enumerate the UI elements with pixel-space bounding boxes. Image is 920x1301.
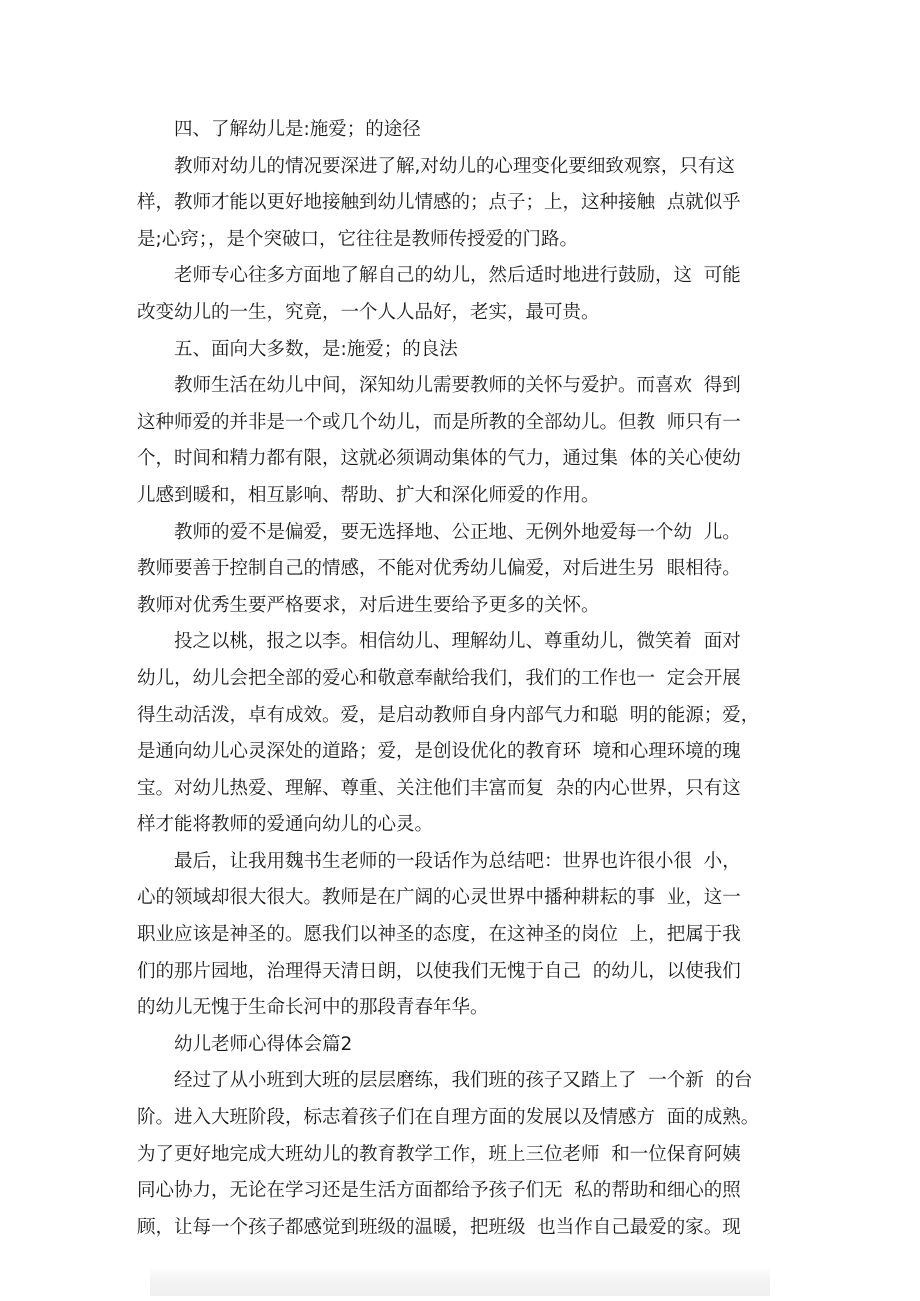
section-heading-5: 五、面向大多数，是:施爱；的良法 xyxy=(174,338,458,360)
section-heading-4: 四、了解幼儿是:施爱；的途径 xyxy=(174,119,421,140)
text-line: 样才能将教师的爱通向幼儿的心灵。 xyxy=(137,814,434,836)
text-line: 教师对优秀生要严格要求，对后进生要给予更多的关怀。 xyxy=(137,594,600,616)
text-line: 老师专心往多方面地了解自己的幼儿，然后适时地进行鼓励，这 可能 xyxy=(174,265,741,287)
text-line: 的幼儿无愧于生命长河中的那段青春年华。 xyxy=(137,997,489,1019)
text-line: 幼儿，幼儿会把全部的爱心和敬意奉献给我们，我们的工作也一 定会开展 xyxy=(137,667,741,689)
text-line: 最后，让我用魏书生老师的一段话作为总结吧：世界也许很小很 小， xyxy=(174,850,741,872)
text-line: 经过了从小班到大班的层层磨练，我们班的孩子又踏上了 一个新 的台 xyxy=(174,1070,753,1092)
text-line: 教师生活在幼儿中间，深知幼儿需要教师的关怀与爱护。而喜欢 得到 xyxy=(174,375,741,397)
text-line: 投之以桃，报之以李。相信幼儿、理解幼儿、尊重幼儿，微笑着 面对 xyxy=(174,631,741,653)
text-line: 儿感到暖和，相互影响、帮助、扩大和深化师爱的作用。 xyxy=(137,484,600,506)
document-body xyxy=(137,112,793,1246)
text-line: 为了更好地完成大班幼儿的教育教学工作，班上三位老师 和一位保育阿姨 xyxy=(137,1143,741,1165)
text-line: 个，时间和精力都有限，这就必须调动集体的气力，通过集 体的关心使幼 xyxy=(137,448,741,470)
text-line: 样，教师才能以更好地接触到幼儿情感的；点子；上，这种接触 点就似乎 xyxy=(137,192,741,214)
text-line: 宝。对幼儿热爱、理解、尊重、关注他们丰富而复 杂的内心世界，只有这 xyxy=(137,777,741,799)
text-line: 是通向幼儿心灵深处的道路；爱，是创设优化的教育环 境和心理环境的瑰 xyxy=(137,741,741,763)
text-line: 这种师爱的并非是一个或几个幼儿，而是所教的全部幼儿。但教 师只有一 xyxy=(137,411,741,433)
text-line: 得生动活泼，卓有成效。爱，是启动教师自身内部气力和聪 明的能源；爱， xyxy=(137,704,760,726)
text-line: 顾，让每一个孩子都感觉到班级的温暖，把班级 也当作自己最爱的家。现 xyxy=(137,1216,741,1238)
text-line: 教师的爱不是偏爱，要无选择地、公正地、无例外地爱每一个幼 儿。 xyxy=(174,521,741,543)
text-line: 阶。进入大班阶段，标志着孩子们在自理方面的发展以及情感方 面的成熟。 xyxy=(137,1107,760,1129)
text-line: 改变幼儿的一生，究竟，一个人人品好，老实，最可贵。 xyxy=(137,301,600,323)
text-line: 是;心窍；，是个突破口，它往往是教师传授爱的门路。 xyxy=(137,228,578,250)
text-line: 们的那片园地，治理得天清日朗，以使我们无愧于自己 的幼儿，以使我们 xyxy=(137,960,741,982)
text-line: 同心协力，无论在学习还是生活方面都给予孩子们无 私的帮助和细心的照 xyxy=(137,1180,741,1202)
text-line: 职业应该是神圣的。愿我们以神圣的态度，在这神圣的岗位 上，把属于我 xyxy=(137,924,741,946)
article-subtitle: 幼儿老师心得体会篇2 xyxy=(174,1033,353,1055)
text-line: 教师对幼儿的情况要深进了解,对幼儿的心理变化要细致观察，只有这 xyxy=(174,155,735,177)
text-line: 心的领域却很大很大。教师是在广阔的心灵世界中播种耕耘的事 业，这一 xyxy=(137,887,741,909)
page-footer-shadow xyxy=(150,1268,770,1296)
text-line: 教师要善于控制自己的情感，不能对优秀幼儿偏爱，对后进生另 眼相待。 xyxy=(137,558,741,580)
